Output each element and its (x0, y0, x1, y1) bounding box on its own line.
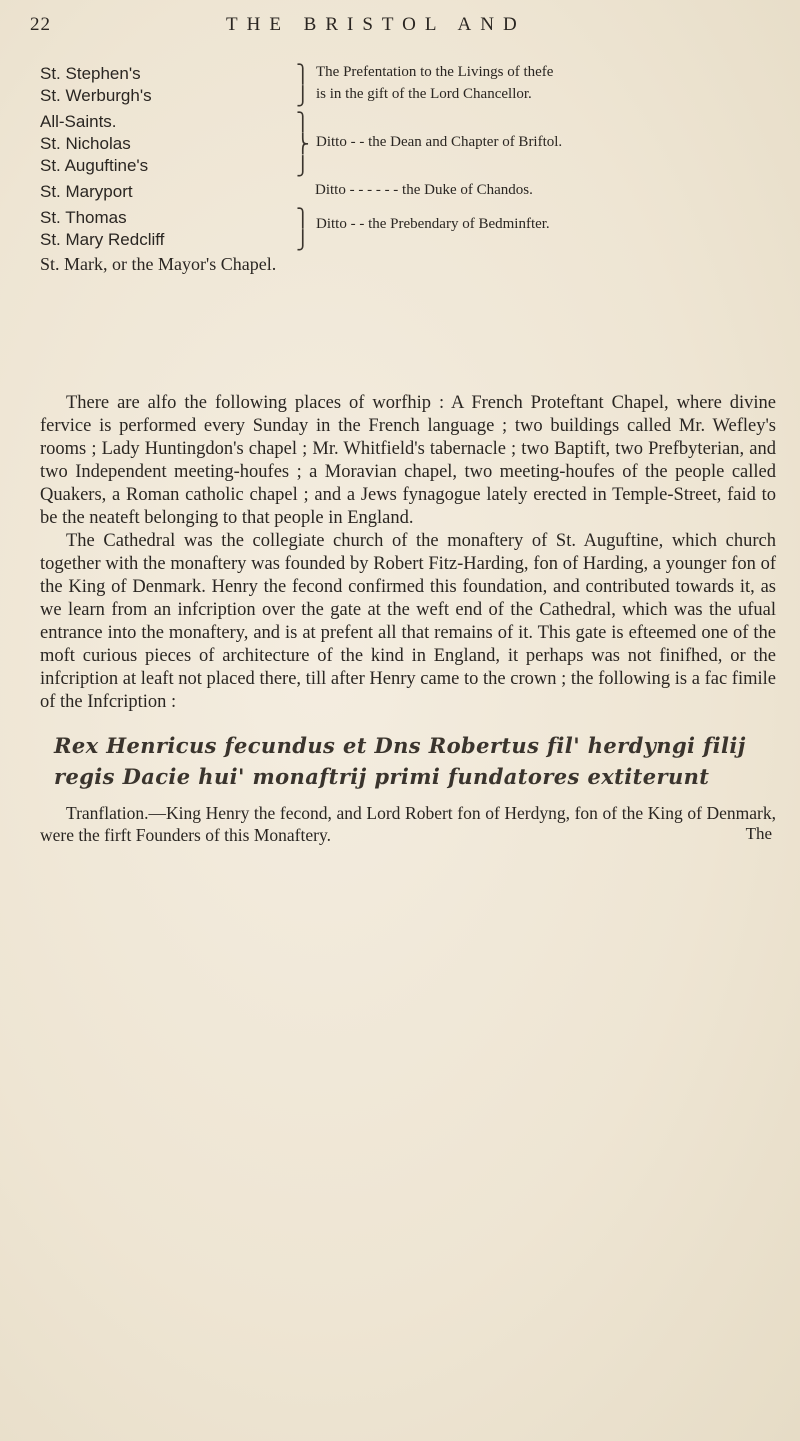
patron-text: is in the gift of the Lord Chancellor. (316, 86, 532, 102)
church-name: St. Auguftine's (40, 156, 149, 175)
patron-text: Ditto - - the Prebendary of Bedminfter. (316, 216, 550, 232)
church-name: All-Saints. (40, 112, 117, 131)
catchword: The (745, 824, 772, 843)
church-name: St. Nicholas (40, 134, 131, 153)
church-name: St. Thomas (40, 208, 127, 227)
brace-mark: ⎭ (296, 156, 310, 176)
living-row (40, 182, 780, 204)
living-row (40, 208, 780, 230)
paragraph: The Cathedral was the collegiate church of the monaftery of St. Auguftine, which church together with the monaftery was founded by Robert Fitz-Harding, fon of Harding, a younger fon of the King of Denmark. Henry the fecond confirmed this foundation, and contributed towards it, as we learn from an infcription over the gate at the weft end of the Cathedral, which was the ufual entrance into the monaftery, and is at prefent all that remains of it. This gate is efteemed one of the moft curious pieces of architecture of the kind in England, it perhaps was not finifhed, or the infcription at leaft not placed there, till after Henry came to the crown ; the following is a fac fimile of the Infcription : (40, 531, 776, 712)
running-title: THE BRISTOL AND (226, 14, 526, 35)
brace-mark: ⎭ (296, 86, 310, 106)
living-row (40, 134, 780, 156)
living-row (40, 64, 780, 86)
brace-mark: ⎫ (296, 208, 310, 228)
living-row (40, 112, 780, 134)
living-row (40, 86, 780, 108)
livings-table (40, 64, 780, 274)
translation-text: Tranflation.—King Henry the fecond, and Lord Robert fon of Herdyng, fon of the King of Denmark, were the firft Founders of this Monaftery. (40, 803, 776, 845)
church-name: St. Maryport (40, 182, 133, 201)
church-name: St. Mary Redcliff (40, 230, 165, 249)
living-row (40, 156, 780, 178)
church-name: St. Stephen's (40, 64, 141, 83)
living-row (40, 230, 780, 252)
brace-mark: ⎫ (296, 64, 310, 84)
brace-mark: ⎭ (296, 230, 310, 250)
living-row (40, 254, 780, 276)
inscription-line: regis Dacie hui' monaftrij primi fundatores extiterunt (54, 764, 710, 789)
patron-text: The Prefentation to the Livings of thefe (316, 64, 554, 80)
patron-text: Ditto - - the Dean and Chapter of Briftol. (316, 134, 563, 150)
page-header (30, 14, 770, 44)
page-number: 22 (30, 14, 51, 35)
inscription-facsimile (54, 730, 774, 792)
church-name: St. Mark, or the Mayor's Chapel. (40, 254, 277, 274)
church-name: St. Werburgh's (40, 86, 152, 105)
body-text (40, 392, 776, 714)
patron-text: Ditto - - - - - - the Duke of Chandos. (315, 182, 533, 198)
brace-mark: ⎬ (296, 134, 310, 154)
inscription-line: Rex Henricus fecundus et Dns Robertus fil' herdyngi filij (54, 733, 746, 758)
paragraph: There are alfo the following places of worfhip : A French Proteftant Chapel, where divine fervice is performed every Sunday in the French language ; two buildings called Mr. Wefley's rooms ; Lady Huntingdon's chapel ; Mr. Whitfield's tabernacle ; two Baptift, two Prefbyterian, and two Independent meeting-houfes ; a Moravian chapel, two meeting-houfes of the people called Quakers, a Roman catholic chapel ; and a Jews fynagogue lately erected in Temple-Street, faid to be the neateft belonging to that people in England. (40, 393, 776, 528)
brace-mark: ⎫ (296, 112, 310, 132)
